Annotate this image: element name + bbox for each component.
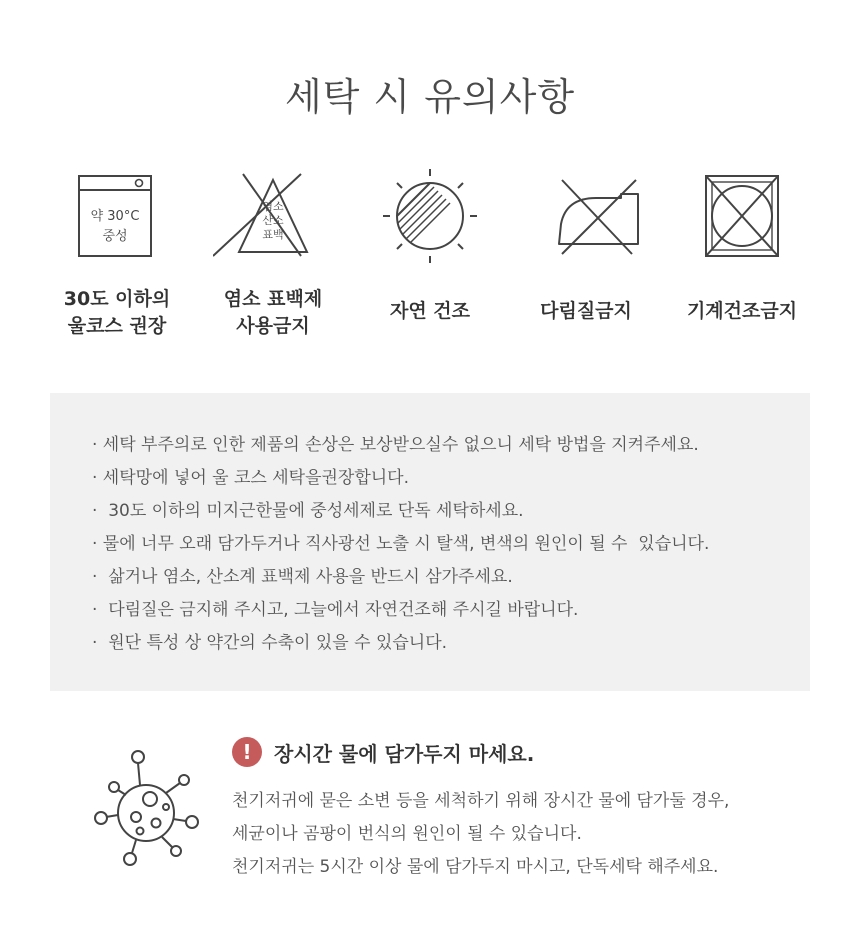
germ-icon (88, 745, 208, 870)
note-item: · 세탁망에 넣어 울 코스 세탁을권장합니다. (92, 468, 410, 488)
note-item: · 물에 너무 오래 담가두거나 직사광선 노출 시 탈색, 변색의 원인이 될 수 있습니다. (92, 534, 710, 554)
care-label-no-bleach: 염소 표백제 사용금지 (223, 288, 323, 337)
care-item-no-iron (511, 168, 661, 322)
care-notes-list (50, 393, 810, 660)
care-label-wash: 30도 이하의 울코스 권장 (63, 288, 171, 337)
warning-title: 장시간 물에 담가두지 마세요. (274, 741, 535, 766)
care-item-natural-dry (355, 168, 505, 322)
no-machine-dry-icon (682, 168, 802, 263)
bleach-text-3: 표백 (262, 228, 284, 241)
warning-badge-icon: ! (232, 737, 262, 767)
warning-line: 천기저귀는 5시간 이상 물에 담가두지 마시고, 단독세탁 해주세요. (232, 857, 719, 877)
care-item-wash (42, 168, 192, 337)
note-item: · 삶거나 염소, 산소계 표백제 사용을 반드시 삼가주세요. (92, 567, 513, 587)
natural-dry-icon (370, 168, 490, 263)
note-item: · 세탁 부주의로 인한 제품의 손상은 보상받으실수 없으니 세탁 방법을 지켜주세요. (92, 435, 699, 455)
care-item-no-machine-dry (667, 168, 817, 322)
warning-body (232, 785, 792, 884)
wash-30c-gentle-icon (57, 168, 177, 263)
wash-detergent-text: 중성 (102, 229, 128, 244)
note-item: · 다림질은 금지해 주시고, 그늘에서 자연건조해 주시길 바랍니다. (92, 600, 579, 620)
care-label-no-machine-dry: 기계건조금지 (686, 300, 798, 322)
no-iron-icon (526, 168, 646, 263)
care-notes-panel (50, 393, 810, 691)
care-label-natural-dry: 자연 건조 (389, 300, 471, 322)
care-label-no-iron: 다림질금지 (540, 300, 632, 322)
page-title: 세탁 시 유의사항 (284, 75, 576, 119)
warning-line: 세균이나 곰팡이 번식의 원인이 될 수 있습니다. (232, 824, 582, 844)
note-item: · 30도 이하의 미지근한물에 중성세제로 단독 세탁하세요. (92, 501, 524, 521)
bleach-text-2: 산소 (262, 214, 284, 227)
warning-line: 천기저귀에 묻은 소변 등을 세척하기 위해 장시간 물에 담가둘 경우, (232, 791, 730, 811)
care-item-no-bleach (198, 168, 348, 337)
soak-warning-section (0, 730, 860, 930)
no-bleach-icon (213, 168, 333, 263)
care-icons-row (0, 168, 860, 358)
wash-temp-text: 약 30°C (90, 209, 140, 224)
note-item: · 원단 특성 상 약간의 수축이 있을 수 있습니다. (92, 633, 448, 653)
warning-header (232, 737, 534, 767)
bleach-text-1: 염소 (262, 200, 284, 213)
